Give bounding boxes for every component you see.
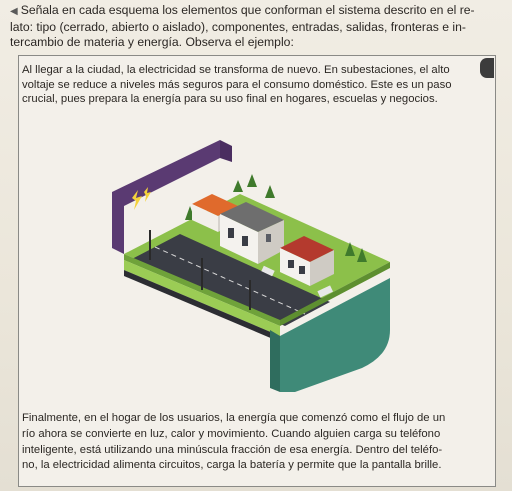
instruction-line-3: tercambio de materia y energía. Observa el ejemplo: xyxy=(10,35,294,49)
box-top-line-3: crucial, pues prepara la energía para su uso final en hogares, escuelas y negocios. xyxy=(22,93,438,105)
box-top-text xyxy=(22,63,482,107)
city-illustration xyxy=(100,130,440,400)
box-bottom-line-4: no, la electricidad alimenta circuitos, carga la batería y permite que la pantalla brille. xyxy=(22,459,442,472)
box-bottom-line-2: río ahora se convierte en luz, calor y movimiento. Cuando alguien carga su teléfono xyxy=(22,427,441,440)
box-top-line-1: Al llegar a la ciudad, la electricidad se transforma de nuevo. En subestaciones, el alto xyxy=(22,64,450,76)
instruction-paragraph xyxy=(10,3,500,51)
box-bottom-line-3: inteligente, está utilizando una minúscula fracción de esa energía. Dentro del teléfo- xyxy=(22,443,443,456)
instruction-line-2: lato: tipo (cerrado, abierto o aislado), componentes, entradas, salidas, fronteras e in- xyxy=(10,19,466,34)
instruction-line-1: Señala en cada esquema los elementos que conforman el sistema descrito en el re- xyxy=(20,3,475,17)
box-top-line-2: voltaje se reduce a niveles más seguros para el consumo doméstico. Este es un paso xyxy=(22,78,452,91)
arrow-left-icon: ◀ xyxy=(10,6,18,17)
box-bottom-text xyxy=(22,411,492,474)
scroll-handle[interactable] xyxy=(480,58,494,78)
box-bottom-line-1: Finalmente, en el hogar de los usuarios, la energía que comenzó como el flujo de un xyxy=(22,412,446,424)
